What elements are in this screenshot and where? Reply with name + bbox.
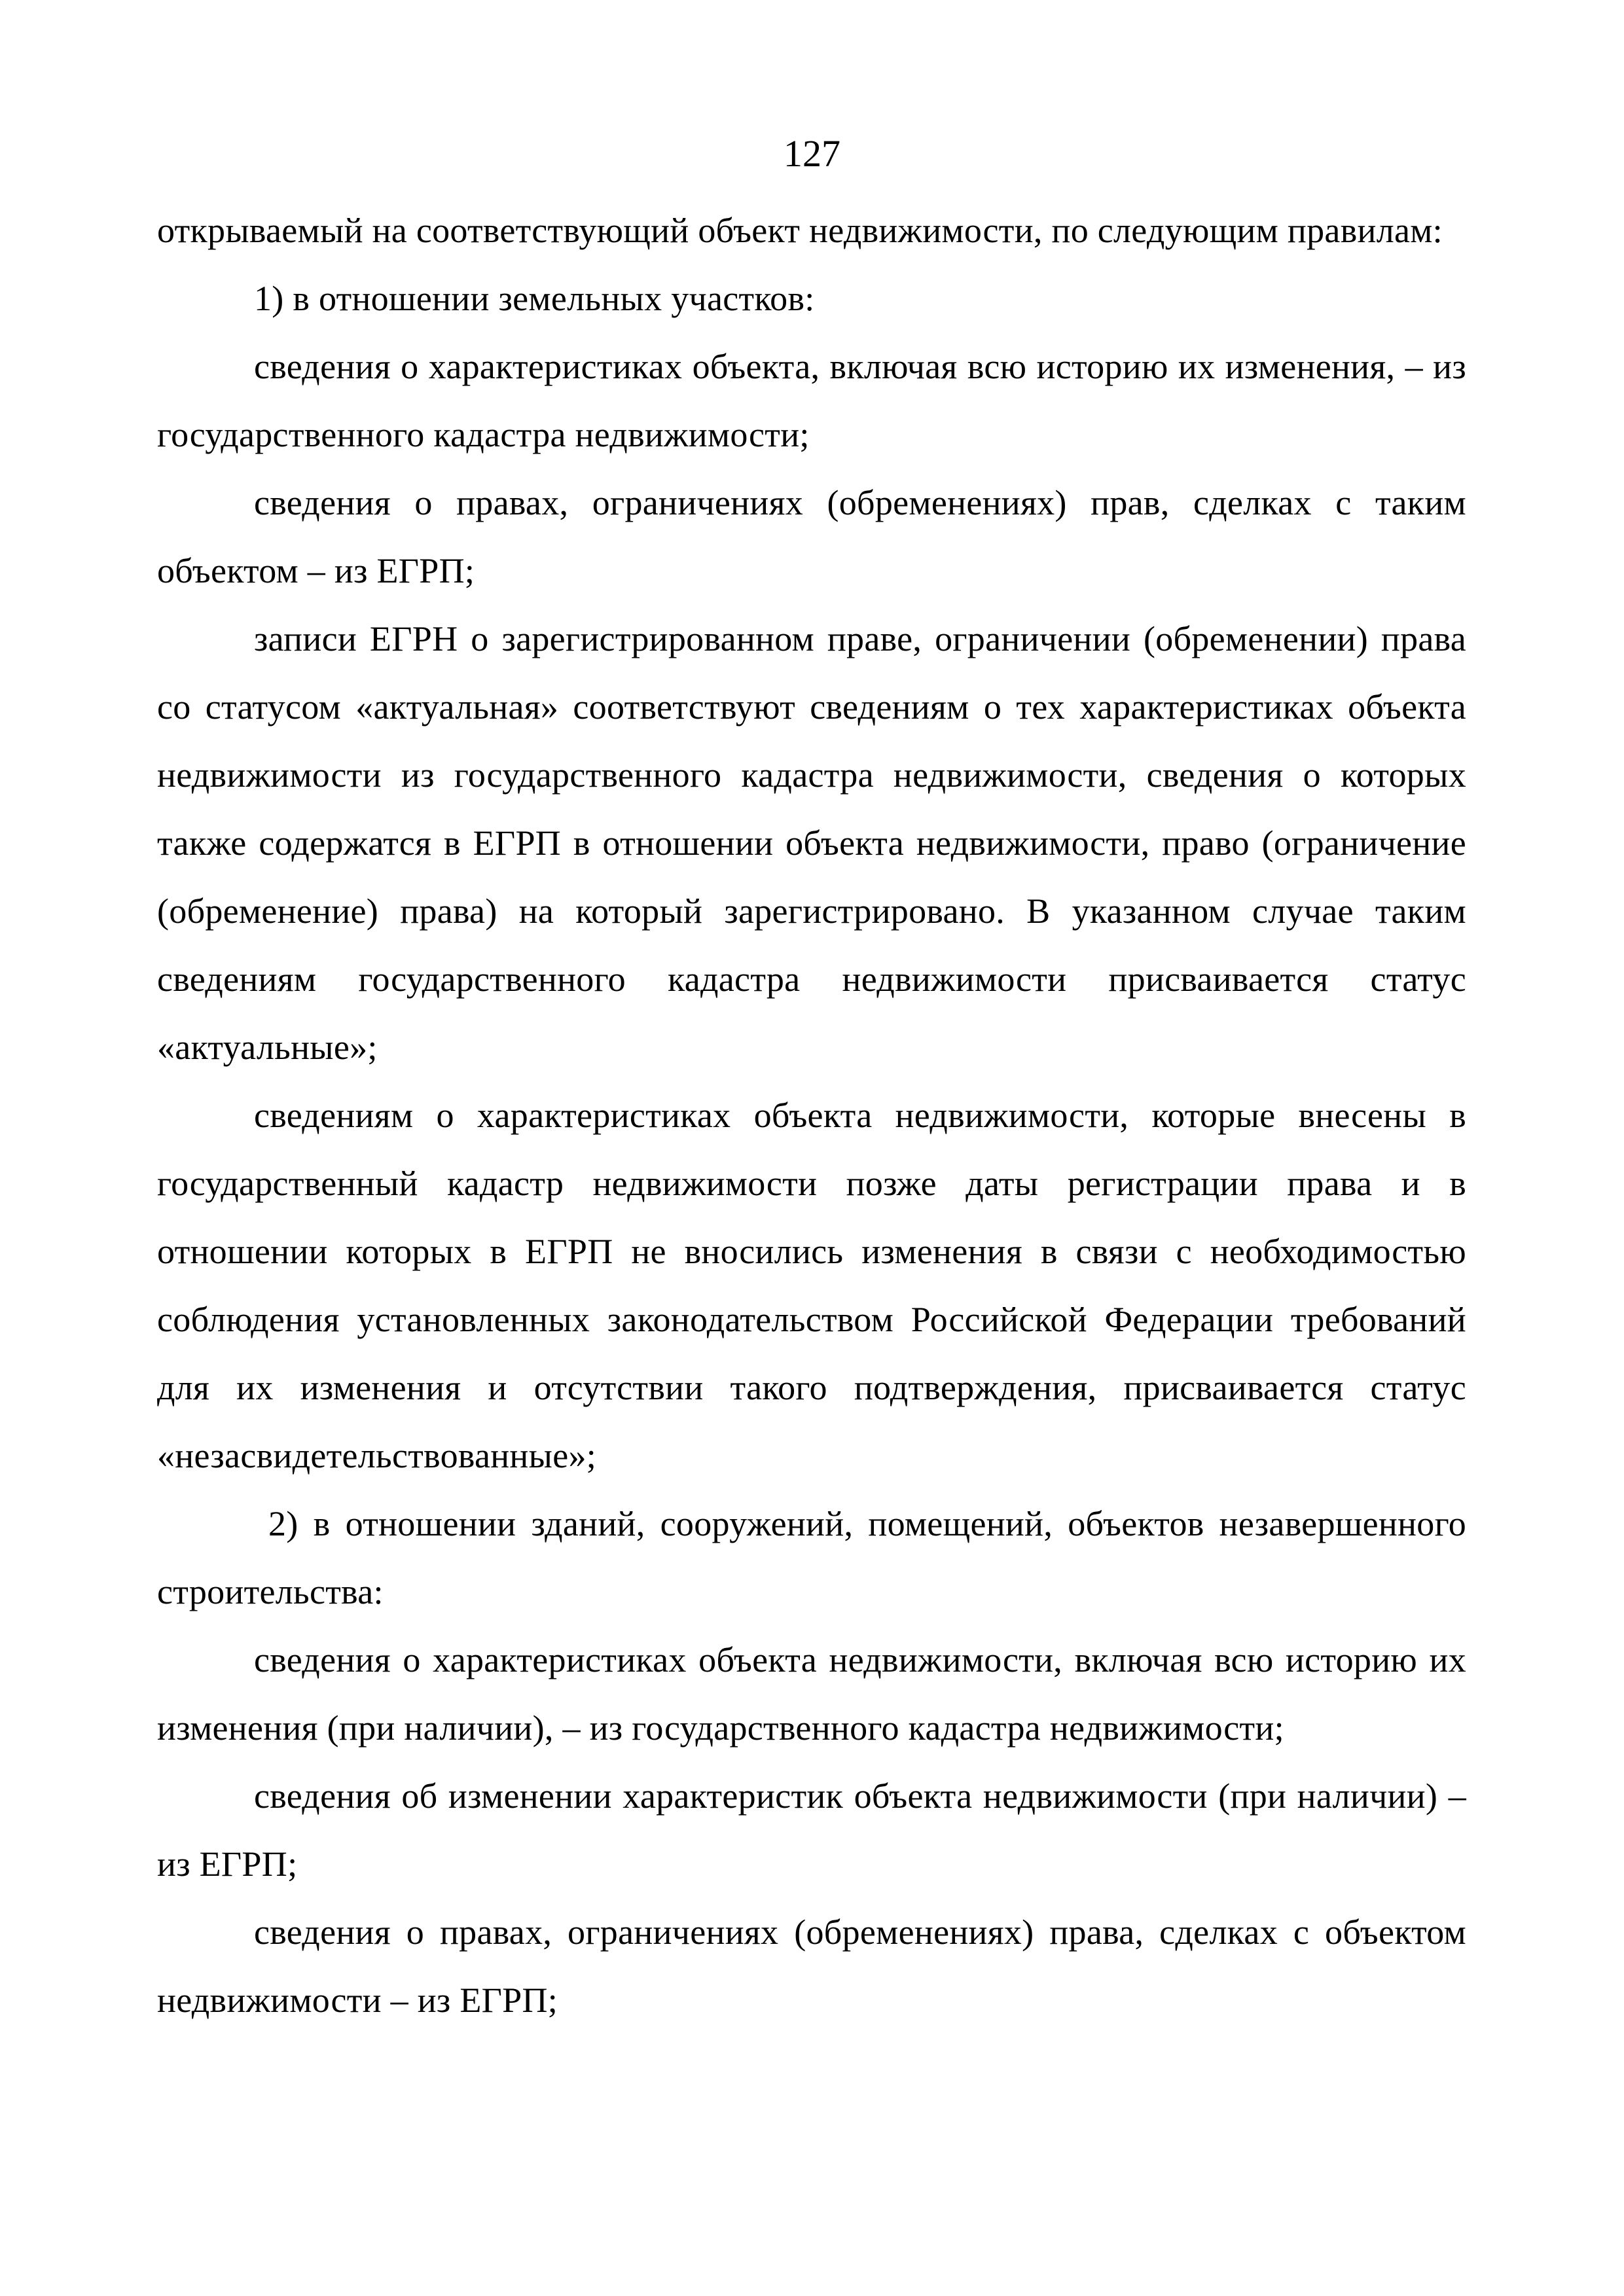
- list-item-land-plots: 1) в отношении земельных участков:: [254, 279, 815, 318]
- paragraph: сведениям о характеристиках объекта недвижимости, которые внесены в государственный кадастр недвижимости позже даты регистрации права и в отношении которых в ЕГРП не вносились изменения в связи с необходимостью соблюдения установленных законодательством Российской Федерации требований для их изменения и отсутствии такого подтверждения, присваивается статус «незасвидетельствованные»;: [157, 1096, 1466, 1475]
- paragraph: сведения о правах, ограничениях (обременениях) прав, сделках с таким объектом – из ЕГРП;: [157, 483, 1466, 590]
- paragraph-continuation: открываемый на соответствующий объект недвижимости, по следующим правилам:: [157, 211, 1443, 250]
- paragraph: сведения о правах, ограничениях (обременениях) права, сделках с объектом недвижимости – из ЕГРП;: [157, 1912, 1466, 2020]
- paragraph: сведения об изменении характеристик объекта недвижимости (при наличии) – из ЕГРП;: [157, 1776, 1466, 1884]
- page-number: 127: [784, 132, 840, 175]
- list-item-buildings: 2) в отношении зданий, сооружений, помещений, объектов незавершенного строительства:: [157, 1504, 1466, 1611]
- paragraph: сведения о характеристиках объекта, включая всю историю их изменения, – из государственного кадастра недвижимости;: [157, 347, 1466, 454]
- paragraph: сведения о характеристиках объекта недвижимости, включая всю историю их изменения (при наличии), – из государственного кадастра недвижимости;: [157, 1640, 1466, 1748]
- document-body: [157, 196, 1466, 2034]
- paragraph: записи ЕГРН о зарегистрированном праве, ограничении (обременении) права со статусом «актуальная» соответствуют сведениям о тех характеристиках объекта недвижимости из государственного кадастра недвижимости, сведения о которых также содержатся в ЕГРП в отношении объекта недвижимости, право (ограничение (обременение) права) на который зарегистрировано. В указанном случае таким сведениям государственного кадастра недвижимости присваивается статус «актуальные»;: [157, 619, 1466, 1067]
